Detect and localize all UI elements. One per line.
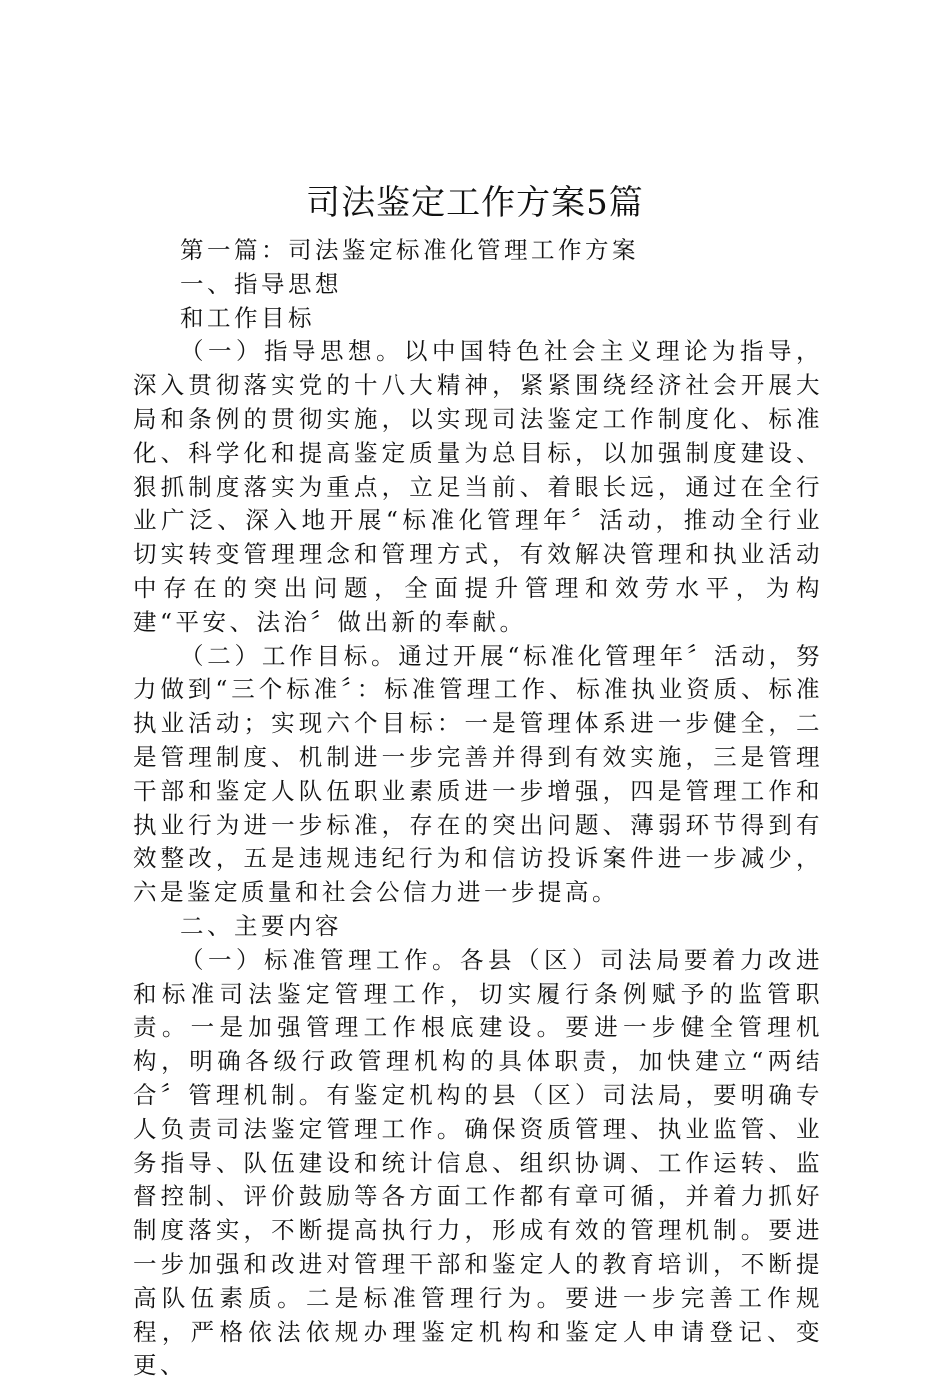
- paragraph-work-goals: （二）工作目标。通过开展“标准化管理年〞活动，努力做到“三个标准〞：标准管理工作、标准执业资质、标准执业活动；实现六个目标：一是管理体系进一步健全，二是管理制度、机制进一步完善并得到有效实施，三是管理干部和鉴定人队伍职业素质进一步增强，四是管理工作和执业行为进一步标准，存在的突出问题、薄弱环节得到有效整改，五是违规违纪行为和信访投诉案件进一步减少，六是鉴定质量和社会公信力进一步提高。: [133, 641, 823, 907]
- paragraph-section-heading-1-cont: 和工作目标: [180, 303, 315, 332]
- paragraph-section-heading-2: 二、主要内容: [180, 911, 342, 940]
- document-title: 司法鉴定工作方案5篇: [306, 183, 644, 223]
- paragraph-section-heading-1: 一、指导思想: [180, 269, 342, 298]
- paragraph-chapter-heading: 第一篇：司法鉴定标准化管理工作方案: [180, 236, 639, 264]
- document-body: [133, 234, 823, 1383]
- paragraph-guiding-ideology: （一）指导思想。以中国特色社会主义理论为指导，深入贯彻落实党的十八大精神，紧紧围绕经济社会开展大局和条例的贯彻实施，以实现司法鉴定工作制度化、标准化、科学化和提高鉴定质量为总目标，以加强制度建设、狠抓制度落实为重点，立足当前、着眼长远，通过在全行业广泛、深入地开展“标准化管理年〞活动，推动全行业切实转变管理理念和管理方式，有效解决管理和执业活动中存在的突出问题，全面提升管理和效劳水平，为构建“平安、法治〞做出新的奉献。: [133, 337, 823, 636]
- paragraph-standard-management: （一）标准管理工作。各县（区）司法局要着力改进和标准司法鉴定管理工作，切实履行条例赋予的监管职责。一是加强管理工作根底建设。要进一步健全管理机构，明确各级行政管理机构的具体职责，加快建立“两结合〞管理机制。有鉴定机构的县（区）司法局，要明确专人负责司法鉴定管理工作。确保资质管理、执业监管、业务指导、队伍建设和统计信息、组织协调、工作运转、监督控制、评价鼓励等各方面工作都有章可循，并着力抓好制度落实，不断提高执行力，形成有效的管理机制。要进一步加强和改进对管理干部和鉴定人的教育培训，不断提高队伍素质。二是标准管理行为。要进一步完善工作规程，严格依法依规办理鉴定机构和鉴定人申请登记、变更、: [133, 945, 823, 1380]
